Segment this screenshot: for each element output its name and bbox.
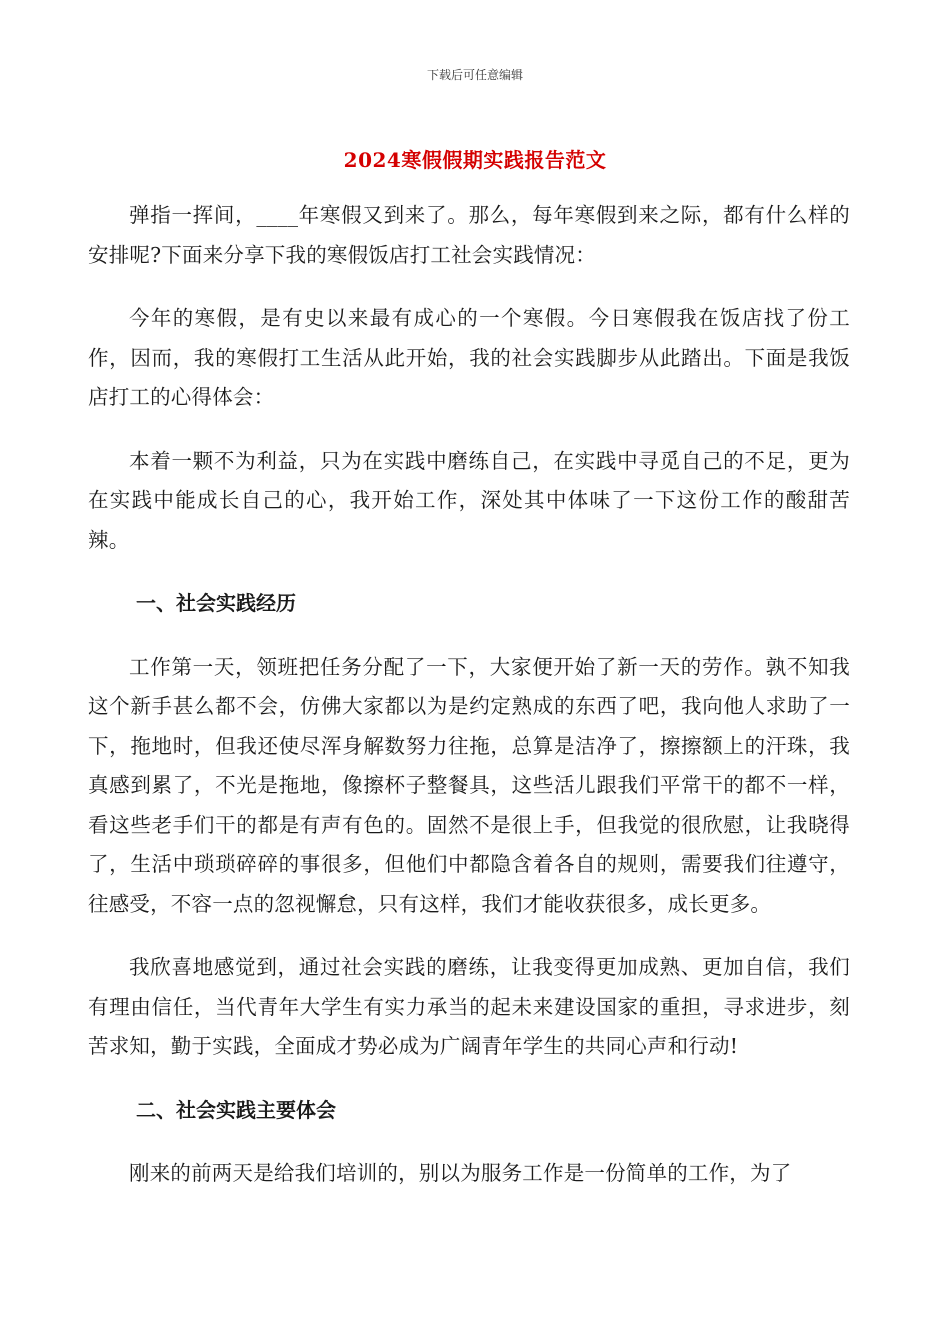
- section1-paragraph-2: 我欣喜地感觉到，通过社会实践的磨练，让我变得更加成熟、更加自信，我们有理由信任，当代青年大学生有实力承当的起未来建设国家的重担，寻求进步，刻苦求知，勤于实践，全面成才势必成为广阔青年学生的共同心声和行动!: [88, 955, 850, 1058]
- header-note: 下载后可任意编辑: [426, 68, 523, 82]
- section-heading-2: 二、社会实践主要体会: [136, 1097, 336, 1122]
- intro-paragraph-2: 今年的寒假，是有史以来最有成心的一个寒假。今日寒假我在饭店找了份工作，因而，我的寒假打工生活从此开始，我的社会实践脚步从此踏出。下面是我饭店打工的心得体会：: [88, 306, 850, 409]
- document-title: 2024寒假假期实践报告范文: [343, 148, 607, 172]
- intro-paragraph-3: 本着一颗不为利益，只为在实践中磨练自己，在实践中寻觅自己的不足，更为在实践中能成长自己的心，我开始工作，深处其中体味了一下这份工作的酸甜苦辣。: [88, 448, 850, 552]
- intro-paragraph-1: 弹指一挥间，____年寒假又到来了。那么，每年寒假到来之际，都有什么样的安排呢?下面来分享下我的寒假饭店打工社会实践情况：: [88, 203, 850, 267]
- section-heading-1: 一、社会实践经历: [136, 591, 296, 615]
- section2-paragraph-1: 刚来的前两天是给我们培训的，别以为服务工作是一份简单的工作，为了: [129, 1161, 792, 1185]
- section1-paragraph-1: 工作第一天，领班把任务分配了一下，大家便开始了新一天的劳作。孰不知我这个新手甚么都不会，仿佛大家都以为是约定熟成的东西了吧，我向他人求助了一下，拖地时，但我还使尽浑身解数努力往拖，总算是洁净了，擦擦额上的汗珠，我真感到累了，不光是拖地，像擦杯子整餐具，这些活儿跟我们平常干的都不一样，看这些老手们干的都是有声有色的。固然不是很上手，但我觉的很欣慰，让我晓得了，生活中琐琐碎碎的事很多，但他们中都隐含着各自的规则，需要我们往遵守，往感受，不容一点的忽视懈怠，只有这样，我们才能收获很多，成长更多。: [88, 654, 850, 916]
- document-body: [88, 196, 850, 1218]
